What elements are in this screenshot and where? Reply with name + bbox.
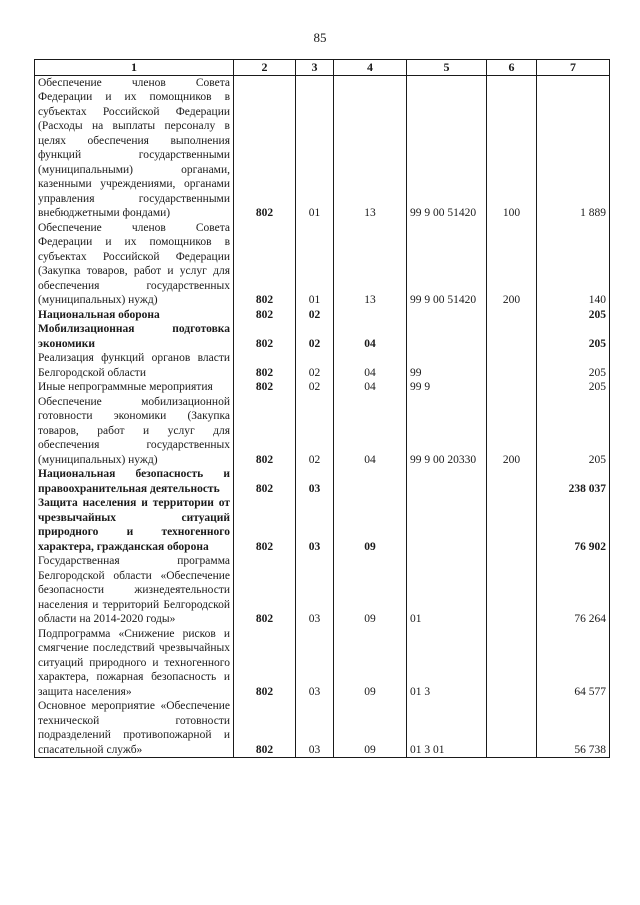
row-amount: 205 bbox=[537, 351, 610, 380]
table-row bbox=[35, 75, 610, 221]
row-ministry: 802 bbox=[234, 75, 296, 221]
row-amount: 205 bbox=[537, 322, 610, 351]
row-section: 01 bbox=[296, 75, 334, 221]
header-col-4: 4 bbox=[334, 60, 407, 76]
row-name: Мобилизационная подготовка экономики bbox=[35, 322, 234, 351]
row-target-article: 99 bbox=[407, 351, 487, 380]
row-amount: 64 577 bbox=[537, 627, 610, 700]
row-amount: 205 bbox=[537, 308, 610, 323]
row-subsection: 09 bbox=[334, 627, 407, 700]
row-name: Подпрограмма «Снижение рисков и смягчение последствий чрезвычайных ситуаций природного и техногенного характера, пожарная безопасность и защита населения» bbox=[35, 627, 234, 700]
row-name: Обеспечение мобилизационной готовности экономики (Закупка товаров, работ и услуг для обеспечения государственных (муниципальных) нужд) bbox=[35, 395, 234, 468]
row-section: 02 bbox=[296, 308, 334, 323]
row-ministry: 802 bbox=[234, 467, 296, 496]
table-row bbox=[35, 322, 610, 351]
row-expense-type: 100 bbox=[487, 75, 537, 221]
row-amount: 76 902 bbox=[537, 496, 610, 554]
row-name: Защита населения и территории от чрезвычайных ситуаций природного и техногенного характера, гражданская оборона bbox=[35, 496, 234, 554]
row-ministry: 802 bbox=[234, 496, 296, 554]
row-section: 03 bbox=[296, 467, 334, 496]
row-expense-type: 200 bbox=[487, 395, 537, 468]
row-amount: 238 037 bbox=[537, 467, 610, 496]
header-col-1: 1 bbox=[35, 60, 234, 76]
row-target-article bbox=[407, 467, 487, 496]
row-amount: 56 738 bbox=[537, 699, 610, 758]
row-name: Национальная безопасность и правоохранительная деятельность bbox=[35, 467, 234, 496]
row-target-article: 99 9 bbox=[407, 380, 487, 395]
row-subsection bbox=[334, 308, 407, 323]
page-number: 85 bbox=[313, 30, 327, 45]
table-row bbox=[35, 467, 610, 496]
row-section: 02 bbox=[296, 395, 334, 468]
row-name: Обеспечение членов Совета Федерации и их помощников в субъектах Российской Федерации (Закупка товаров, работ и услуг для обеспечения государственных (муниципальных) нужд) bbox=[35, 221, 234, 308]
row-ministry: 802 bbox=[234, 308, 296, 323]
row-subsection: 09 bbox=[334, 496, 407, 554]
row-subsection: 13 bbox=[334, 221, 407, 308]
row-expense-type bbox=[487, 467, 537, 496]
row-subsection: 13 bbox=[334, 75, 407, 221]
row-subsection: 04 bbox=[334, 395, 407, 468]
row-subsection bbox=[334, 467, 407, 496]
row-name: Реализация функций органов власти Белгородской области bbox=[35, 351, 234, 380]
row-section: 03 bbox=[296, 554, 334, 627]
row-name: Иные непрограммные мероприятия bbox=[35, 380, 234, 395]
row-ministry: 802 bbox=[234, 351, 296, 380]
row-target-article bbox=[407, 322, 487, 351]
header-col-2: 2 bbox=[234, 60, 296, 76]
row-expense-type bbox=[487, 496, 537, 554]
header-col-6: 6 bbox=[487, 60, 537, 76]
row-target-article: 01 bbox=[407, 554, 487, 627]
row-section: 02 bbox=[296, 351, 334, 380]
table-row bbox=[35, 496, 610, 554]
row-name: Национальная оборона bbox=[35, 308, 234, 323]
table-row bbox=[35, 395, 610, 468]
row-subsection: 04 bbox=[334, 351, 407, 380]
table-row bbox=[35, 380, 610, 395]
row-expense-type bbox=[487, 627, 537, 700]
table-header-row bbox=[35, 60, 610, 76]
row-name: Основное мероприятие «Обеспечение технической готовности подразделений противопожарной и спасательной служб» bbox=[35, 699, 234, 758]
row-amount: 205 bbox=[537, 395, 610, 468]
row-ministry: 802 bbox=[234, 627, 296, 700]
row-target-article: 99 9 00 20330 bbox=[407, 395, 487, 468]
row-section: 03 bbox=[296, 699, 334, 758]
row-section: 02 bbox=[296, 322, 334, 351]
row-amount: 140 bbox=[537, 221, 610, 308]
table-row bbox=[35, 308, 610, 323]
row-target-article: 01 3 01 bbox=[407, 699, 487, 758]
row-ministry: 802 bbox=[234, 699, 296, 758]
row-ministry: 802 bbox=[234, 395, 296, 468]
row-target-article: 99 9 00 51420 bbox=[407, 75, 487, 221]
row-name: Государственная программа Белгородской области «Обеспечение безопасности жизнедеятельности населения и территорий Белгородской области на 2014-2020 годы» bbox=[35, 554, 234, 627]
table-row bbox=[35, 554, 610, 627]
row-section: 02 bbox=[296, 380, 334, 395]
row-amount: 205 bbox=[537, 380, 610, 395]
table-row bbox=[35, 627, 610, 700]
row-section: 03 bbox=[296, 496, 334, 554]
row-ministry: 802 bbox=[234, 380, 296, 395]
row-expense-type bbox=[487, 554, 537, 627]
row-target-article: 99 9 00 51420 bbox=[407, 221, 487, 308]
row-subsection: 09 bbox=[334, 554, 407, 627]
row-target-article bbox=[407, 496, 487, 554]
row-ministry: 802 bbox=[234, 554, 296, 627]
row-expense-type bbox=[487, 351, 537, 380]
row-expense-type bbox=[487, 322, 537, 351]
row-name: Обеспечение членов Совета Федерации и их помощников в субъектах Российской Федерации (Расходы на выплаты персоналу в целях обеспечения выполнения функций государственными (муниципальными) органами, казенными учреждениями, органами управления государственными внебюджетными фондами) bbox=[35, 75, 234, 221]
row-subsection: 04 bbox=[334, 322, 407, 351]
row-section: 03 bbox=[296, 627, 334, 700]
row-target-article bbox=[407, 308, 487, 323]
table-row bbox=[35, 699, 610, 758]
row-target-article: 01 3 bbox=[407, 627, 487, 700]
row-expense-type bbox=[487, 308, 537, 323]
budget-table bbox=[34, 59, 610, 758]
header-col-5: 5 bbox=[407, 60, 487, 76]
row-amount: 76 264 bbox=[537, 554, 610, 627]
row-ministry: 802 bbox=[234, 322, 296, 351]
row-section: 01 bbox=[296, 221, 334, 308]
header-col-3: 3 bbox=[296, 60, 334, 76]
row-subsection: 09 bbox=[334, 699, 407, 758]
row-amount: 1 889 bbox=[537, 75, 610, 221]
row-subsection: 04 bbox=[334, 380, 407, 395]
row-expense-type bbox=[487, 699, 537, 758]
table-row bbox=[35, 351, 610, 380]
table-row bbox=[35, 221, 610, 308]
row-expense-type bbox=[487, 380, 537, 395]
row-expense-type: 200 bbox=[487, 221, 537, 308]
row-ministry: 802 bbox=[234, 221, 296, 308]
header-col-7: 7 bbox=[537, 60, 610, 76]
